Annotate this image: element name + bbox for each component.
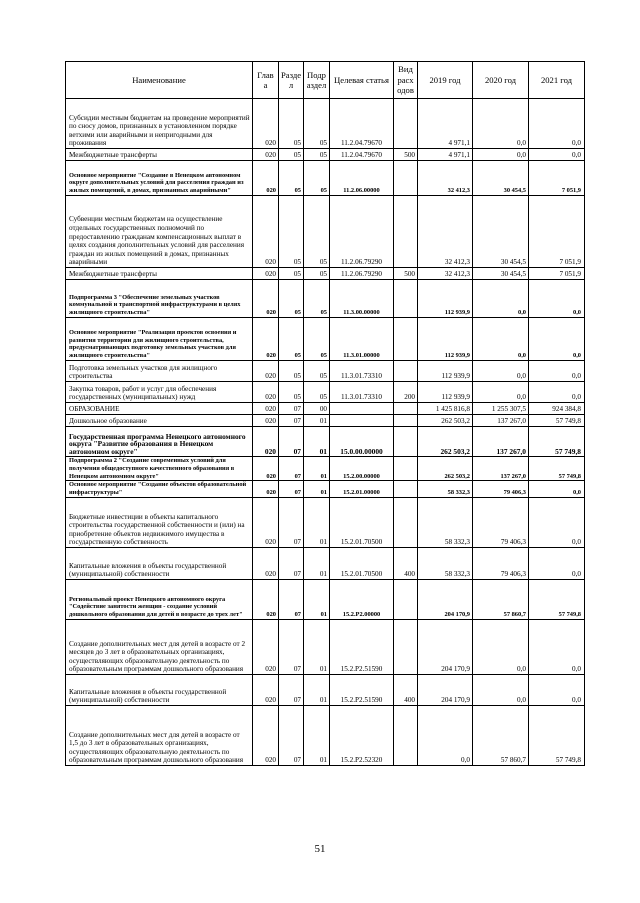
cell-vid: [394, 161, 418, 196]
cell-glava: 020: [253, 415, 279, 427]
cell-y2021: 0,0: [529, 318, 585, 361]
cell-name: Подготовка земельных участков для жилищного строительства: [66, 361, 253, 382]
cell-y2021: 57 749,8: [529, 579, 585, 619]
cell-vid: 400: [394, 547, 418, 579]
cell-glava: 020: [253, 579, 279, 619]
cell-razdel: 05: [279, 268, 304, 280]
cell-name: Создание дополнительных мест для детей в возрасте от 1,5 до 3 лет в образовательных организациях, осуществляющих образовательную деятельность по образовательным программам дошкольного образования: [66, 705, 253, 765]
header-name: Наименование: [66, 62, 253, 99]
cell-celevaya: 15.2.P2.51590: [330, 619, 394, 674]
cell-vid: [394, 457, 418, 481]
cell-y2020: 0,0: [473, 619, 529, 674]
table-row: [66, 382, 585, 403]
cell-y2019: 204 170,9: [418, 579, 473, 619]
cell-y2021: 0,0: [529, 99, 585, 149]
cell-y2019: 58 332,3: [418, 481, 473, 498]
header-row: [66, 62, 585, 99]
cell-name: Подпрограмма 3 "Обеспечение земельных участков коммунальной и транспортной инфраструктурами в целях жилищного строительства": [66, 280, 253, 318]
cell-y2019: 58 332,3: [418, 547, 473, 579]
cell-podrazdel: 05: [304, 161, 330, 196]
table-row: [66, 705, 585, 765]
cell-podrazdel: 01: [304, 674, 330, 705]
table-row: [66, 579, 585, 619]
cell-glava: 020: [253, 547, 279, 579]
cell-glava: 020: [253, 481, 279, 498]
cell-y2019: 112 939,9: [418, 318, 473, 361]
cell-y2019: 1 425 816,8: [418, 403, 473, 415]
cell-y2021: 0,0: [529, 481, 585, 498]
table-row: [66, 318, 585, 361]
cell-celevaya: 11.3.01.73310: [330, 361, 394, 382]
table-row: [66, 161, 585, 196]
cell-razdel: 07: [279, 427, 304, 457]
table-row: [66, 99, 585, 149]
cell-y2019: 58 332,3: [418, 497, 473, 547]
cell-celevaya: 11.3.00.00000: [330, 280, 394, 318]
cell-podrazdel: 05: [304, 382, 330, 403]
header-celevaya: Целевая статья: [330, 62, 394, 99]
cell-podrazdel: 01: [304, 481, 330, 498]
cell-vid: [394, 481, 418, 498]
cell-razdel: 05: [279, 161, 304, 196]
cell-glava: 020: [253, 674, 279, 705]
cell-razdel: 07: [279, 415, 304, 427]
cell-razdel: 05: [279, 318, 304, 361]
cell-y2021: 0,0: [529, 149, 585, 161]
cell-name: Субвенции местным бюджетам на осуществление отдельных государственных полномочий по предоставлению гражданам компенсационных выплат в целях создания дополнительных условий для расселения граждан из жилых помещений в домах, признанных аварийными: [66, 196, 253, 268]
header-2019: 2019 год: [418, 62, 473, 99]
cell-name: Дошкольное образование: [66, 415, 253, 427]
cell-celevaya: 15.0.00.00000: [330, 427, 394, 457]
table-row: [66, 427, 585, 457]
cell-y2020: 79 406,3: [473, 547, 529, 579]
cell-y2019: 0,0: [418, 705, 473, 765]
cell-y2021: 0,0: [529, 280, 585, 318]
cell-glava: 020: [253, 161, 279, 196]
cell-celevaya: 11.2.04.79670: [330, 99, 394, 149]
cell-glava: 020: [253, 427, 279, 457]
cell-y2020: 1 255 307,5: [473, 403, 529, 415]
cell-vid: 400: [394, 674, 418, 705]
cell-y2019: 204 170,9: [418, 619, 473, 674]
cell-y2020: 137 267,0: [473, 415, 529, 427]
budget-table: [65, 61, 585, 766]
cell-y2019: 32 412,3: [418, 161, 473, 196]
cell-y2021: 57 749,8: [529, 427, 585, 457]
cell-podrazdel: 05: [304, 318, 330, 361]
cell-celevaya: [330, 403, 394, 415]
table-row: [66, 149, 585, 161]
cell-y2021: 924 384,8: [529, 403, 585, 415]
cell-vid: [394, 427, 418, 457]
cell-glava: 020: [253, 318, 279, 361]
table-row: [66, 674, 585, 705]
cell-y2021: 57 749,8: [529, 457, 585, 481]
cell-podrazdel: 05: [304, 361, 330, 382]
cell-vid: [394, 579, 418, 619]
cell-razdel: 07: [279, 619, 304, 674]
cell-celevaya: 11.2.06.00000: [330, 161, 394, 196]
cell-vid: [394, 280, 418, 318]
cell-y2020: 0,0: [473, 382, 529, 403]
table-row: [66, 619, 585, 674]
cell-y2019: 112 939,9: [418, 361, 473, 382]
cell-y2020: 57 860,7: [473, 705, 529, 765]
cell-vid: [394, 705, 418, 765]
cell-vid: 500: [394, 268, 418, 280]
cell-celevaya: 15.2.P2.51590: [330, 674, 394, 705]
cell-podrazdel: 05: [304, 99, 330, 149]
cell-y2021: 7 051,9: [529, 161, 585, 196]
table-row: [66, 415, 585, 427]
header-podrazdel: Подр аздел: [304, 62, 330, 99]
cell-y2021: 0,0: [529, 674, 585, 705]
cell-vid: 200: [394, 382, 418, 403]
cell-razdel: 05: [279, 382, 304, 403]
cell-y2020: 0,0: [473, 280, 529, 318]
cell-podrazdel: 01: [304, 579, 330, 619]
cell-razdel: 05: [279, 99, 304, 149]
cell-celevaya: 11.2.06.79290: [330, 196, 394, 268]
cell-glava: 020: [253, 99, 279, 149]
cell-name: Капитальные вложения в объекты государственной (муниципальной) собственности: [66, 547, 253, 579]
page-number: 51: [314, 843, 326, 855]
cell-vid: 500: [394, 149, 418, 161]
cell-razdel: 05: [279, 361, 304, 382]
cell-name: Основное мероприятие "Реализация проектов освоения и развития территории для жилищного строительства, предусматривающих подготовку земельных участков для жилищного строительства": [66, 318, 253, 361]
cell-y2019: 262 503,2: [418, 427, 473, 457]
cell-vid: [394, 318, 418, 361]
cell-y2019: 32 412,3: [418, 268, 473, 280]
cell-celevaya: 11.2.06.79290: [330, 268, 394, 280]
cell-celevaya: 15.2.01.00000: [330, 481, 394, 498]
cell-y2021: 57 749,8: [529, 705, 585, 765]
cell-glava: 020: [253, 619, 279, 674]
cell-y2020: 137 267,0: [473, 457, 529, 481]
cell-y2019: 4 971,1: [418, 99, 473, 149]
table-row: [66, 361, 585, 382]
cell-name: Региональный проект Ненецкого автономного округа "Содействие занятости женщин - создание условий дошкольного образования для детей в возрасте до трех лет": [66, 579, 253, 619]
table-row: [66, 403, 585, 415]
cell-razdel: 05: [279, 149, 304, 161]
cell-y2020: 137 267,0: [473, 427, 529, 457]
cell-podrazdel: 01: [304, 415, 330, 427]
table-row: [66, 268, 585, 280]
cell-celevaya: 15.2.00.00000: [330, 457, 394, 481]
cell-name: Капитальные вложения в объекты государственной (муниципальной) собственности: [66, 674, 253, 705]
cell-y2019: 262 503,2: [418, 415, 473, 427]
cell-glava: 020: [253, 268, 279, 280]
cell-y2020: 0,0: [473, 99, 529, 149]
cell-vid: [394, 403, 418, 415]
cell-podrazdel: 01: [304, 547, 330, 579]
cell-name: Субсидии местным бюджетам на проведение мероприятий по сносу домов, признанных в установленном порядке ветхими или аварийными и непригодными для проживания: [66, 99, 253, 149]
header-2021: 2021 год: [529, 62, 585, 99]
cell-vid: [394, 361, 418, 382]
cell-name: Подпрограмма 2 "Создание современных условий для получения общедоступного качественного образования в Ненецком автономном округе": [66, 457, 253, 481]
cell-glava: 020: [253, 497, 279, 547]
cell-vid: [394, 619, 418, 674]
cell-name: Создание дополнительных мест для детей в возрасте от 2 месяцев до 3 лет в образовательных организациях, осуществляющих образовательную деятельность по образовательным программам дошкольного образования: [66, 619, 253, 674]
cell-y2020: 0,0: [473, 361, 529, 382]
header-glava: Глав а: [253, 62, 279, 99]
cell-name: Основное мероприятие "Создание в Ненецком автономном округе дополнительных условий для расселения граждан из жилых помещений, в домах, признанных аварийными": [66, 161, 253, 196]
cell-podrazdel: 01: [304, 457, 330, 481]
cell-glava: 020: [253, 705, 279, 765]
cell-name: Основное мероприятие "Создание объектов образовательной инфраструктуры": [66, 481, 253, 498]
cell-y2019: 112 939,9: [418, 280, 473, 318]
cell-razdel: 07: [279, 497, 304, 547]
cell-glava: 020: [253, 149, 279, 161]
cell-y2021: 0,0: [529, 619, 585, 674]
cell-y2020: 30 454,5: [473, 196, 529, 268]
cell-y2019: 112 939,9: [418, 382, 473, 403]
cell-celevaya: 15.2.01.70500: [330, 547, 394, 579]
cell-name: Бюджетные инвестиции в объекты капитального строительства государственной собственности и (или) на приобретение объектов недвижимого имущества в государственную собственность: [66, 497, 253, 547]
table-row: [66, 497, 585, 547]
cell-vid: [394, 99, 418, 149]
cell-glava: 020: [253, 280, 279, 318]
cell-podrazdel: 05: [304, 196, 330, 268]
cell-razdel: 07: [279, 705, 304, 765]
cell-y2021: 57 749,8: [529, 415, 585, 427]
cell-razdel: 05: [279, 196, 304, 268]
cell-y2020: 79 406,3: [473, 481, 529, 498]
cell-podrazdel: 00: [304, 403, 330, 415]
cell-podrazdel: 01: [304, 497, 330, 547]
cell-y2021: 0,0: [529, 361, 585, 382]
table-row: [66, 547, 585, 579]
cell-vid: [394, 196, 418, 268]
cell-celevaya: 15.2.P2.00000: [330, 579, 394, 619]
table-row: [66, 196, 585, 268]
cell-name: Государственная программа Ненецкого автономного округа "Развитие образования в Ненецком автономном округе": [66, 427, 253, 457]
cell-name: Закупка товаров, работ и услуг для обеспечения государственных (муниципальных) нужд: [66, 382, 253, 403]
cell-y2021: 7 051,9: [529, 268, 585, 280]
cell-celevaya: 11.2.04.79670: [330, 149, 394, 161]
cell-razdel: 07: [279, 403, 304, 415]
cell-glava: 020: [253, 403, 279, 415]
cell-glava: 020: [253, 457, 279, 481]
cell-razdel: 07: [279, 481, 304, 498]
cell-y2019: 4 971,1: [418, 149, 473, 161]
table-row: [66, 481, 585, 498]
cell-razdel: 07: [279, 674, 304, 705]
cell-celevaya: 11.3.01.73310: [330, 382, 394, 403]
cell-y2019: 204 170,9: [418, 674, 473, 705]
header-vid: Вид расх одов: [394, 62, 418, 99]
cell-vid: [394, 497, 418, 547]
cell-glava: 020: [253, 361, 279, 382]
cell-podrazdel: 05: [304, 268, 330, 280]
cell-vid: [394, 415, 418, 427]
cell-y2020: 57 860,7: [473, 579, 529, 619]
cell-y2019: 262 503,2: [418, 457, 473, 481]
cell-podrazdel: 01: [304, 705, 330, 765]
cell-podrazdel: 05: [304, 280, 330, 318]
cell-glava: 020: [253, 196, 279, 268]
cell-celevaya: [330, 415, 394, 427]
cell-y2020: 0,0: [473, 674, 529, 705]
cell-podrazdel: 05: [304, 149, 330, 161]
cell-podrazdel: 01: [304, 619, 330, 674]
cell-razdel: 07: [279, 579, 304, 619]
cell-name: ОБРАЗОВАНИЕ: [66, 403, 253, 415]
cell-y2020: 0,0: [473, 149, 529, 161]
cell-y2019: 32 412,3: [418, 196, 473, 268]
cell-razdel: 07: [279, 457, 304, 481]
cell-y2020: 79 406,3: [473, 497, 529, 547]
header-2020: 2020 год: [473, 62, 529, 99]
cell-name: Межбюджетные трансферты: [66, 149, 253, 161]
cell-y2020: 30 454,5: [473, 268, 529, 280]
cell-y2021: 0,0: [529, 497, 585, 547]
cell-celevaya: 15.2.P2.52320: [330, 705, 394, 765]
cell-razdel: 07: [279, 547, 304, 579]
cell-y2020: 0,0: [473, 318, 529, 361]
table-row: [66, 280, 585, 318]
cell-celevaya: 11.3.01.00000: [330, 318, 394, 361]
cell-y2021: 0,0: [529, 547, 585, 579]
cell-podrazdel: 01: [304, 427, 330, 457]
cell-y2021: 7 051,9: [529, 196, 585, 268]
cell-razdel: 05: [279, 280, 304, 318]
cell-glava: 020: [253, 382, 279, 403]
cell-y2020: 30 454,5: [473, 161, 529, 196]
table-row: [66, 457, 585, 481]
cell-name: Межбюджетные трансферты: [66, 268, 253, 280]
cell-celevaya: 15.2.01.70500: [330, 497, 394, 547]
cell-y2021: 0,0: [529, 382, 585, 403]
header-razdel: Разде л: [279, 62, 304, 99]
